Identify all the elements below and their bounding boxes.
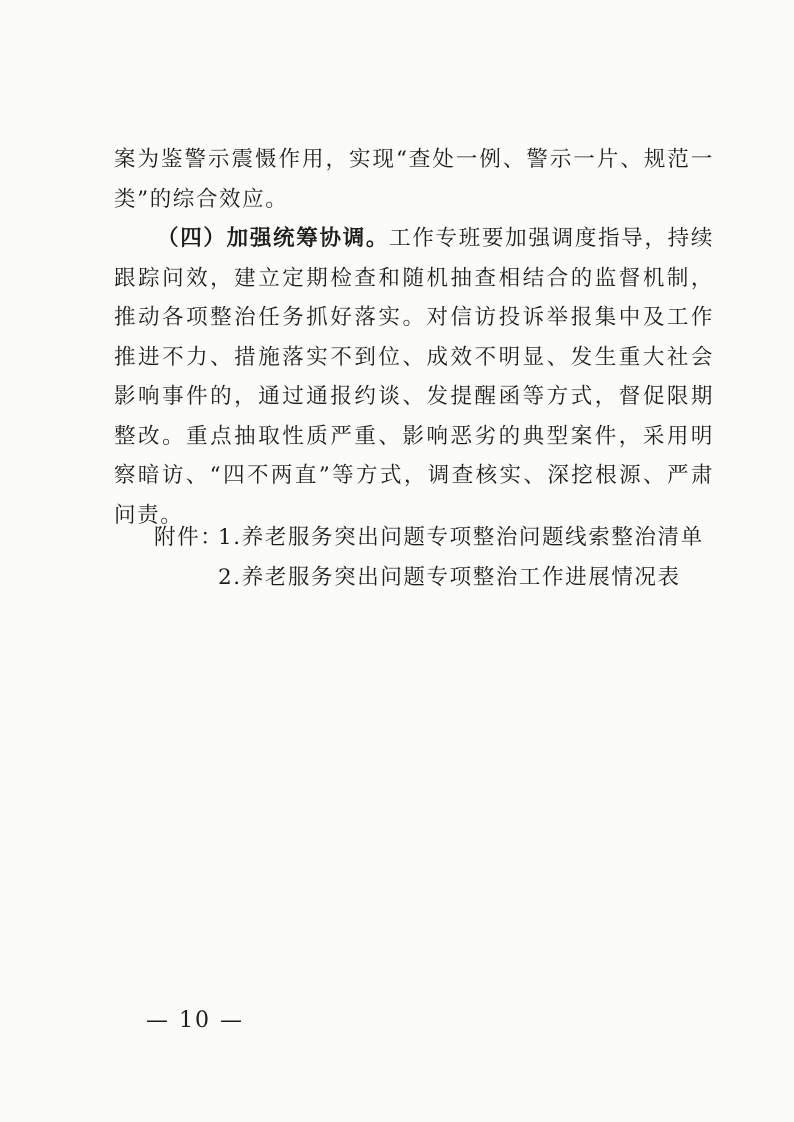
attachment-item-1: 1.养老服务突出问题专项整治问题线索整治清单: [218, 525, 704, 550]
page-number: — 10 —: [146, 1008, 244, 1033]
paragraph-continuation: 案为鉴警示震慑作用，实现“查处一例、警示一片、规范一类”的综合效应。: [114, 147, 714, 212]
paragraph-coordination-body: 工作专班要加强调度指导，持续跟踪问效，建立定期检查和随机抽查相结合的监督机制，推动各项整治任务抓好落实。对信访投诉举报集中及工作推进不力、措施落实不到位、成效不明显、发生重大社会影响事件的，通过通报约谈、发提醒函等方式，督促限期整改。重点抽取性质严重、影响恶劣的典型案件，采用明察暗访、“四不两直”等方式，调查核实、深挖根源、严肃问责。: [114, 226, 714, 528]
paragraph-coordination: [114, 219, 714, 535]
attachment-row-2: [154, 558, 754, 598]
section-heading-inline: （四）加强统筹协调。: [157, 226, 390, 251]
attachments-block: [154, 518, 754, 597]
attachment-item-2: 2.养老服务突出问题专项整治工作进展情况表: [218, 564, 681, 590]
attachments-label: 附件：: [154, 525, 224, 550]
body-text: [114, 140, 714, 535]
attachment-row-1: [154, 518, 754, 558]
